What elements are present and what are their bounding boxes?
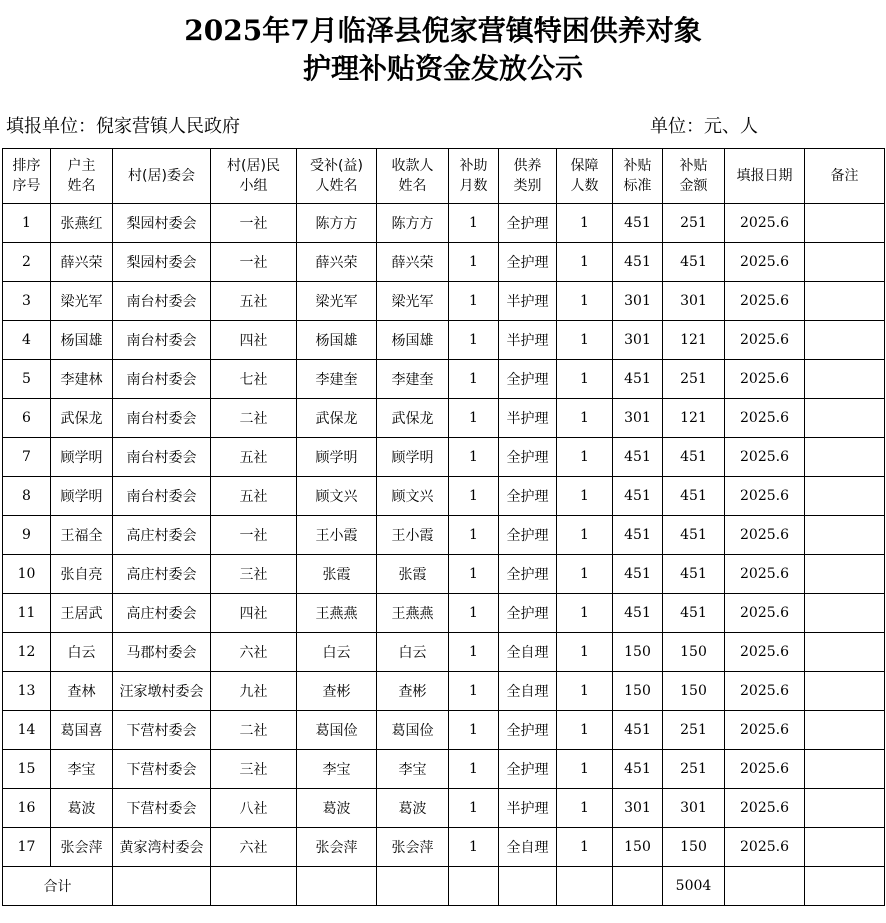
cell-payee: 梁光军: [377, 282, 449, 321]
cell-date: 2025.6: [725, 594, 805, 633]
cell-group: 二社: [211, 711, 297, 750]
cell-date: 2025.6: [725, 750, 805, 789]
cell-village: 下营村委会: [113, 789, 211, 828]
table-row: [3, 243, 885, 282]
cell-household: 顾学明: [51, 477, 113, 516]
cell-count: 1: [557, 828, 613, 867]
cell-no: 11: [3, 594, 51, 633]
cell-months: 1: [449, 516, 499, 555]
cell-remark: [805, 204, 885, 243]
cell-remark: [805, 633, 885, 672]
cell-recipient: 李宝: [297, 750, 377, 789]
cell-date: 2025.6: [725, 672, 805, 711]
cell-standard: 150: [613, 672, 663, 711]
cell-remark: [805, 243, 885, 282]
cell-recipient: 葛波: [297, 789, 377, 828]
cell-remark: [805, 477, 885, 516]
cell-village: 梨园村委会: [113, 204, 211, 243]
table-row: [3, 789, 885, 828]
cell-recipient: 白云: [297, 633, 377, 672]
cell-remark: [805, 594, 885, 633]
cell-village: 南台村委会: [113, 360, 211, 399]
cell-standard: 451: [613, 711, 663, 750]
cell-count: 1: [557, 243, 613, 282]
cell-payee: 武保龙: [377, 399, 449, 438]
cell-amount: 451: [663, 516, 725, 555]
cell-household: 杨国雄: [51, 321, 113, 360]
header-date: 填报日期: [725, 149, 805, 204]
cell-count: 1: [557, 438, 613, 477]
cell-type: 全护理: [499, 204, 557, 243]
cell-no: 13: [3, 672, 51, 711]
cell-village: 下营村委会: [113, 711, 211, 750]
cell-amount: 451: [663, 594, 725, 633]
cell-standard: 451: [613, 204, 663, 243]
cell-months: 1: [449, 477, 499, 516]
page-title: [0, 0, 886, 100]
cell-group: 一社: [211, 516, 297, 555]
cell-standard: 451: [613, 750, 663, 789]
cell-household: 张自亮: [51, 555, 113, 594]
cell-type: 全自理: [499, 672, 557, 711]
cell-household: 薛兴荣: [51, 243, 113, 282]
cell-months: 1: [449, 828, 499, 867]
cell-type: 半护理: [499, 399, 557, 438]
table-row: [3, 438, 885, 477]
cell-no: 16: [3, 789, 51, 828]
header-standard: 补贴 标准: [613, 149, 663, 204]
cell-type: 全护理: [499, 243, 557, 282]
cell-remark: [805, 516, 885, 555]
cell-standard: 451: [613, 243, 663, 282]
cell-payee: 查彬: [377, 672, 449, 711]
cell-date: 2025.6: [725, 438, 805, 477]
table-row: [3, 750, 885, 789]
cell-type: 全护理: [499, 516, 557, 555]
table-row: [3, 204, 885, 243]
cell-no: 3: [3, 282, 51, 321]
cell-amount: 251: [663, 711, 725, 750]
cell-village: 黄家湾村委会: [113, 828, 211, 867]
cell-date: 2025.6: [725, 360, 805, 399]
cell-count: 1: [557, 321, 613, 360]
cell-remark: [805, 399, 885, 438]
cell-village: 南台村委会: [113, 282, 211, 321]
cell-months: 1: [449, 711, 499, 750]
cell-recipient: 顾文兴: [297, 477, 377, 516]
cell-no: 15: [3, 750, 51, 789]
cell-date: 2025.6: [725, 828, 805, 867]
cell-standard: 451: [613, 594, 663, 633]
cell-household: 武保龙: [51, 399, 113, 438]
cell-amount: 150: [663, 633, 725, 672]
cell-months: 1: [449, 555, 499, 594]
cell-payee: 薛兴荣: [377, 243, 449, 282]
cell-count: 1: [557, 477, 613, 516]
cell-group: 一社: [211, 204, 297, 243]
cell-village: 南台村委会: [113, 399, 211, 438]
cell-group: 二社: [211, 399, 297, 438]
cell-household: 李建林: [51, 360, 113, 399]
cell-amount: 451: [663, 477, 725, 516]
cell-payee: 李宝: [377, 750, 449, 789]
cell-no: 5: [3, 360, 51, 399]
cell-payee: 顾文兴: [377, 477, 449, 516]
cell-date: 2025.6: [725, 711, 805, 750]
cell-type: 全护理: [499, 594, 557, 633]
cell-household: 葛国喜: [51, 711, 113, 750]
cell-payee: 张会萍: [377, 828, 449, 867]
unit-label: 单位：元、人: [650, 116, 758, 137]
table-row: [3, 594, 885, 633]
cell-household: 张燕红: [51, 204, 113, 243]
cell-count: 1: [557, 360, 613, 399]
cell-type: 全护理: [499, 360, 557, 399]
subsidy-table: [2, 148, 885, 906]
cell-type: 全护理: [499, 477, 557, 516]
cell-amount: 301: [663, 789, 725, 828]
header-payee: 收款人 姓名: [377, 149, 449, 204]
cell-standard: 150: [613, 828, 663, 867]
cell-remark: [805, 555, 885, 594]
cell-no: 9: [3, 516, 51, 555]
cell-remark: [805, 750, 885, 789]
cell-months: 1: [449, 789, 499, 828]
title-line-1: 2025年7月临泽县倪家营镇特困供养对象: [184, 14, 702, 47]
cell-type: 半护理: [499, 321, 557, 360]
cell-remark: [805, 321, 885, 360]
table-row: [3, 828, 885, 867]
cell-remark: [805, 828, 885, 867]
cell-no: 12: [3, 633, 51, 672]
cell-village: 南台村委会: [113, 438, 211, 477]
cell-count: 1: [557, 204, 613, 243]
cell-recipient: 张霞: [297, 555, 377, 594]
cell-payee: 王燕燕: [377, 594, 449, 633]
cell-amount: 150: [663, 672, 725, 711]
cell-count: 1: [557, 399, 613, 438]
cell-household: 张会萍: [51, 828, 113, 867]
cell-village: 高庄村委会: [113, 516, 211, 555]
cell-household: 李宝: [51, 750, 113, 789]
cell-months: 1: [449, 243, 499, 282]
cell-standard: 301: [613, 789, 663, 828]
cell-months: 1: [449, 438, 499, 477]
cell-amount: 301: [663, 282, 725, 321]
cell-months: 1: [449, 750, 499, 789]
header-months: 补助 月数: [449, 149, 499, 204]
cell-date: 2025.6: [725, 243, 805, 282]
cell-type: 全护理: [499, 750, 557, 789]
cell-payee: 葛国俭: [377, 711, 449, 750]
cell-remark: [805, 789, 885, 828]
cell-recipient: 王燕燕: [297, 594, 377, 633]
table-row: [3, 516, 885, 555]
cell-months: 1: [449, 672, 499, 711]
cell-no: 1: [3, 204, 51, 243]
total-amount: 5004: [663, 867, 725, 906]
cell-remark: [805, 672, 885, 711]
table-row: [3, 321, 885, 360]
cell-type: 全护理: [499, 555, 557, 594]
cell-household: 查林: [51, 672, 113, 711]
cell-type: 半护理: [499, 789, 557, 828]
table-row: [3, 282, 885, 321]
cell-group: 五社: [211, 477, 297, 516]
cell-group: 四社: [211, 321, 297, 360]
cell-no: 4: [3, 321, 51, 360]
cell-payee: 白云: [377, 633, 449, 672]
header-amount: 补贴 金额: [663, 149, 725, 204]
cell-type: 半护理: [499, 282, 557, 321]
cell-group: 五社: [211, 282, 297, 321]
cell-standard: 451: [613, 477, 663, 516]
table-row: [3, 633, 885, 672]
cell-no: 10: [3, 555, 51, 594]
cell-remark: [805, 282, 885, 321]
header-group: 村(居)民 小组: [211, 149, 297, 204]
table-row: [3, 399, 885, 438]
total-row: [3, 867, 885, 906]
cell-amount: 451: [663, 555, 725, 594]
cell-standard: 451: [613, 438, 663, 477]
cell-payee: 李建奎: [377, 360, 449, 399]
cell-date: 2025.6: [725, 789, 805, 828]
cell-date: 2025.6: [725, 633, 805, 672]
cell-payee: 王小霞: [377, 516, 449, 555]
header-recipient: 受补(益) 人姓名: [297, 149, 377, 204]
cell-payee: 顾学明: [377, 438, 449, 477]
cell-amount: 251: [663, 750, 725, 789]
cell-recipient: 查彬: [297, 672, 377, 711]
cell-remark: [805, 360, 885, 399]
cell-count: 1: [557, 750, 613, 789]
cell-village: 南台村委会: [113, 321, 211, 360]
info-bar: [0, 100, 886, 148]
cell-type: 全护理: [499, 438, 557, 477]
cell-village: 马郡村委会: [113, 633, 211, 672]
cell-count: 1: [557, 672, 613, 711]
cell-amount: 251: [663, 360, 725, 399]
cell-standard: 301: [613, 321, 663, 360]
cell-recipient: 武保龙: [297, 399, 377, 438]
cell-group: 八社: [211, 789, 297, 828]
cell-household: 葛波: [51, 789, 113, 828]
cell-payee: 张霞: [377, 555, 449, 594]
cell-village: 汪家墩村委会: [113, 672, 211, 711]
cell-standard: 150: [613, 633, 663, 672]
cell-date: 2025.6: [725, 282, 805, 321]
cell-months: 1: [449, 360, 499, 399]
cell-standard: 451: [613, 360, 663, 399]
cell-standard: 451: [613, 555, 663, 594]
cell-date: 2025.6: [725, 399, 805, 438]
cell-group: 三社: [211, 750, 297, 789]
cell-date: 2025.6: [725, 516, 805, 555]
cell-amount: 150: [663, 828, 725, 867]
cell-standard: 451: [613, 516, 663, 555]
cell-recipient: 王小霞: [297, 516, 377, 555]
cell-amount: 251: [663, 204, 725, 243]
header-row: [3, 149, 885, 204]
cell-type: 全自理: [499, 828, 557, 867]
table-row: [3, 360, 885, 399]
cell-no: 8: [3, 477, 51, 516]
cell-recipient: 梁光军: [297, 282, 377, 321]
header-no: 排序 序号: [3, 149, 51, 204]
cell-household: 顾学明: [51, 438, 113, 477]
cell-household: 白云: [51, 633, 113, 672]
cell-payee: 陈方方: [377, 204, 449, 243]
cell-village: 高庄村委会: [113, 594, 211, 633]
cell-payee: 杨国雄: [377, 321, 449, 360]
cell-recipient: 张会萍: [297, 828, 377, 867]
table-row: [3, 555, 885, 594]
cell-recipient: 杨国雄: [297, 321, 377, 360]
table-row: [3, 672, 885, 711]
cell-group: 一社: [211, 243, 297, 282]
title-line-2: 护理补贴资金发放公示: [302, 52, 583, 85]
cell-remark: [805, 711, 885, 750]
cell-recipient: 顾学明: [297, 438, 377, 477]
cell-group: 三社: [211, 555, 297, 594]
cell-count: 1: [557, 594, 613, 633]
header-village: 村(居)委会: [113, 149, 211, 204]
cell-village: 南台村委会: [113, 477, 211, 516]
cell-remark: [805, 438, 885, 477]
table-body: [3, 204, 885, 867]
cell-no: 6: [3, 399, 51, 438]
cell-date: 2025.6: [725, 204, 805, 243]
cell-village: 高庄村委会: [113, 555, 211, 594]
cell-group: 九社: [211, 672, 297, 711]
cell-group: 四社: [211, 594, 297, 633]
cell-months: 1: [449, 594, 499, 633]
cell-count: 1: [557, 789, 613, 828]
cell-months: 1: [449, 321, 499, 360]
cell-count: 1: [557, 282, 613, 321]
cell-date: 2025.6: [725, 321, 805, 360]
cell-count: 1: [557, 633, 613, 672]
cell-months: 1: [449, 204, 499, 243]
cell-standard: 301: [613, 399, 663, 438]
cell-count: 1: [557, 516, 613, 555]
cell-group: 六社: [211, 828, 297, 867]
header-count: 保障 人数: [557, 149, 613, 204]
cell-standard: 301: [613, 282, 663, 321]
header-type: 供养 类别: [499, 149, 557, 204]
cell-household: 梁光军: [51, 282, 113, 321]
cell-type: 全自理: [499, 633, 557, 672]
header-remark: 备注: [805, 149, 885, 204]
cell-recipient: 李建奎: [297, 360, 377, 399]
cell-months: 1: [449, 633, 499, 672]
cell-amount: 121: [663, 321, 725, 360]
total-label: 合计: [3, 867, 113, 906]
cell-group: 七社: [211, 360, 297, 399]
cell-group: 六社: [211, 633, 297, 672]
cell-no: 14: [3, 711, 51, 750]
cell-amount: 451: [663, 438, 725, 477]
reporting-unit: 填报单位：倪家营镇人民政府: [6, 116, 240, 137]
cell-household: 王福全: [51, 516, 113, 555]
cell-count: 1: [557, 555, 613, 594]
cell-date: 2025.6: [725, 477, 805, 516]
cell-no: 2: [3, 243, 51, 282]
cell-months: 1: [449, 282, 499, 321]
cell-amount: 451: [663, 243, 725, 282]
cell-amount: 121: [663, 399, 725, 438]
cell-months: 1: [449, 399, 499, 438]
cell-payee: 葛波: [377, 789, 449, 828]
table-row: [3, 477, 885, 516]
cell-village: 梨园村委会: [113, 243, 211, 282]
cell-recipient: 葛国俭: [297, 711, 377, 750]
cell-recipient: 陈方方: [297, 204, 377, 243]
table-row: [3, 711, 885, 750]
cell-village: 下营村委会: [113, 750, 211, 789]
cell-no: 17: [3, 828, 51, 867]
cell-date: 2025.6: [725, 555, 805, 594]
cell-recipient: 薛兴荣: [297, 243, 377, 282]
cell-no: 7: [3, 438, 51, 477]
cell-group: 五社: [211, 438, 297, 477]
header-household: 户主 姓名: [51, 149, 113, 204]
cell-household: 王居武: [51, 594, 113, 633]
cell-type: 全护理: [499, 711, 557, 750]
cell-count: 1: [557, 711, 613, 750]
